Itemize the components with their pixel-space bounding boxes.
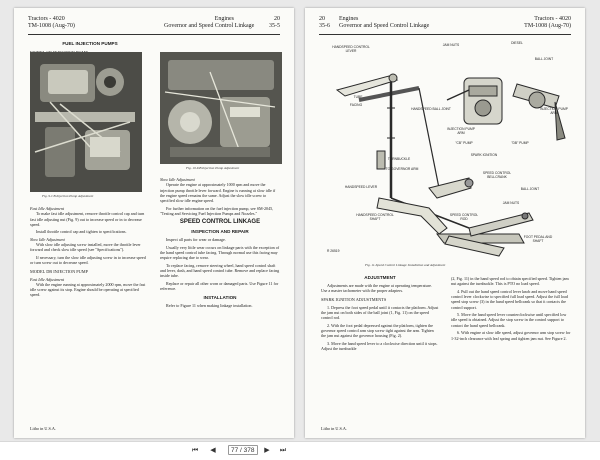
diagram-label: JAM NUTS	[442, 43, 460, 47]
slow-idle-heading: Slow Idle Adjustment	[160, 177, 195, 182]
figure-9-caption: Fig. 9-CB Injection Pump Adjustment	[42, 194, 94, 198]
paragraph: With slow idle adjusting screw installed, move the throttle lever forward and check slow idle speed (see "Specifications").	[30, 242, 141, 253]
paragraph: 1. Depress the foot speed pedal until it contacts the platform. Adjust the jam nut on both sides of the ball joint (1, Fig. 11) on the speed control rod.	[321, 304, 439, 321]
diagram-label: HANDSPEED CONTROL SHAFT	[356, 213, 394, 221]
left-column-text	[321, 272, 439, 422]
subsection-heading: SPARK IGNITION ADJUSTMENTS	[321, 296, 387, 302]
page-number-input[interactable]: 77 / 378	[228, 445, 258, 455]
right-column-text	[451, 276, 571, 422]
header-rule	[28, 34, 280, 35]
left-header-section: Engines Governor and Speed Control Linkage	[164, 16, 255, 29]
diagram-label: SPEED CONTROL BELLCRANK	[482, 171, 512, 179]
diagram-label: HANDSPEED LEVER	[344, 185, 378, 189]
last-page-button[interactable]: ⏭	[279, 447, 287, 454]
left-header-page-number: 20 35-5	[269, 16, 280, 29]
left-page	[14, 8, 294, 438]
right-page	[305, 8, 585, 438]
diagram-label: HANDSPEED CONTROL LEVER	[332, 45, 370, 53]
diagram-label: TUBE	[353, 95, 363, 99]
diagram-label: INJECTION PUMP ARM	[447, 127, 475, 135]
paragraph: Operate the engine at approximately 1000 rpm and move the injection pump throttle lever forward. Engine is running at slow idle if the engine speed remains the same. Adjust the slow idle screw to specified slow idle engine speed.	[160, 182, 276, 204]
figure-10-caption: Fig. 10-DB Injection Pump Adjustment	[186, 166, 240, 170]
fast-idle-heading: Fast Idle Adjustment	[30, 206, 65, 211]
diagram-label: SPARK IGNITION	[470, 153, 498, 157]
linkage-diagram	[319, 38, 571, 263]
paragraph: 5. Move the hand speed lever counterclockwise until specified low idle speed is obtained. Adjust the stop screw in the control support to contact the hand speed bellcrank.	[451, 312, 567, 328]
subsection-heading: INSTALLATION	[203, 294, 237, 300]
diagram-label: "DB" PUMP	[511, 141, 529, 145]
right-header-title: Tractors - 4020 TM-1008 (Aug-70)	[524, 16, 571, 29]
paragraph: (2, Fig. 11) in the hand speed rod to obtain specified speed. Tighten jam nut against the turnbuckle. This is PTO no load speed.	[451, 276, 569, 287]
paragraph: Adjustments are made with the engine at operating temperature. Use a master tachometer with the proper adapters.	[321, 283, 432, 294]
subsection-heading: INSPECTION AND REPAIR	[191, 229, 249, 235]
right-header-page-number: 20 35-6	[319, 16, 330, 29]
figure-number: R 26519	[327, 249, 340, 253]
slow-idle-heading: Slow Idle Adjustment	[30, 236, 65, 242]
paragraph: If necessary, turn the slow idle adjusting screw in to increase speed or turn screw out to decrease speed.	[30, 254, 146, 266]
subsection-heading: ADJUSTMENT	[364, 275, 396, 280]
paragraph: Usually very little wear occurs on linkage parts with the exception of the hand speed control tube facing. Through normal use this facing may require replacing due to wear.	[160, 244, 280, 261]
diagram-label: BALL JOINT	[520, 187, 540, 191]
left-header-title: Tractors - 4020 TM-1008 (Aug-70)	[28, 16, 75, 29]
paragraph: With the engine running at approximately 2000 rpm, move the fast idle screw against its stop. Engine should be operating at specified speed.	[30, 281, 146, 298]
diagram-label: HANDSPEED BALL JOINT	[411, 107, 451, 111]
diagram-label: BALL JOINT	[534, 57, 554, 61]
paragraph: 3. Move the hand speed lever to a clockwise direction until it stops. Adjust the turnbuckle	[321, 340, 438, 352]
first-page-button[interactable]: ⏮	[191, 447, 199, 454]
paragraph: 2. With the foot pedal depressed against the platform, tighten the governor speed control arm stop screw tight against the arm. Tighten the jam nut against the governor housing (Fig. 2).	[321, 322, 434, 339]
paragraph: Inspect all parts for wear or damage.	[166, 237, 226, 243]
paragraph: To make fast idle adjustment, remove throttle control cap and turn fast idle adjusting nut (Fig. 9) out to increase speed or in to decrease speed.	[30, 211, 145, 227]
diagram-label: TO GOVERNOR ARM	[385, 167, 419, 171]
paragraph: To replace facing, remove steering wheel, hand speed control shaft and lever, dash, and hand speed control tube. Remove and replace facing inside tube.	[160, 262, 280, 279]
diagram-label: TURNBUCKLE	[387, 157, 411, 161]
diagram-label: DIESEL	[511, 41, 523, 45]
db-fast-idle-heading: Fast Idle Adjustment	[30, 276, 65, 282]
page-footer: Litho in U.S.A.	[30, 426, 56, 431]
diagram-label: FOOT PEDAL AND SHAFT	[523, 235, 553, 243]
section-heading: SPEED CONTROL LINKAGE	[179, 219, 261, 226]
header-rule	[319, 34, 571, 35]
paragraph: Replace or repair all other worn or damaged parts. Use Figure 11 for reference.	[160, 280, 279, 292]
paragraph: For further information on the fuel injection pump, see SM-2045, "Testing and Servicing Fuel Injection Pumps and Nozzles."	[160, 205, 274, 216]
paragraph: 4. Pull out the hand speed control lever knob and move hand speed control lever clockwise to specified full load speed. Adjust the full load speed stop screw (3) in the hand speed bellcrank so that it contacts the control support.	[451, 288, 568, 310]
diagram-label: INJECTION PUMP ARM	[540, 107, 568, 115]
paragraph: 6. With engine at slow idle speed, adjust governor arm stop screw for 1-32-inch clearance with leaf spring and tighten jam nut. See Figure 2.	[451, 330, 571, 341]
diagram-label: JAM NUTS	[502, 201, 520, 205]
page-footer: Litho in U.S.A.	[321, 426, 347, 431]
previous-page-button[interactable]: ◀	[210, 447, 216, 454]
diagram-label: SPEED CONTROL ROD	[449, 213, 479, 221]
section-heading: FUEL INJECTION PUMPS	[62, 41, 118, 46]
db-pump-photo	[160, 52, 282, 164]
paragraph: Refer to Figure 11 when making linkage installation.	[166, 302, 253, 308]
paragraph: Install throttle control cap and tighten to specifications.	[36, 229, 127, 235]
diagram-label: "CB" PUMP	[455, 141, 473, 145]
left-column-text	[30, 204, 148, 404]
diagram-label: FACING	[349, 103, 363, 107]
figure-11-caption: Fig. 11-Speed Control Linkage Installation and Adjustment	[365, 263, 446, 267]
viewer-toolbar	[0, 441, 600, 460]
right-header-section: Engines Governor and Speed Control Linkage	[339, 16, 430, 29]
cb-pump-photo	[30, 52, 142, 192]
next-page-button[interactable]: ▶	[264, 447, 270, 454]
subsection-heading: MODEL DB INJECTION PUMP	[30, 268, 88, 274]
right-column-text	[160, 175, 280, 420]
